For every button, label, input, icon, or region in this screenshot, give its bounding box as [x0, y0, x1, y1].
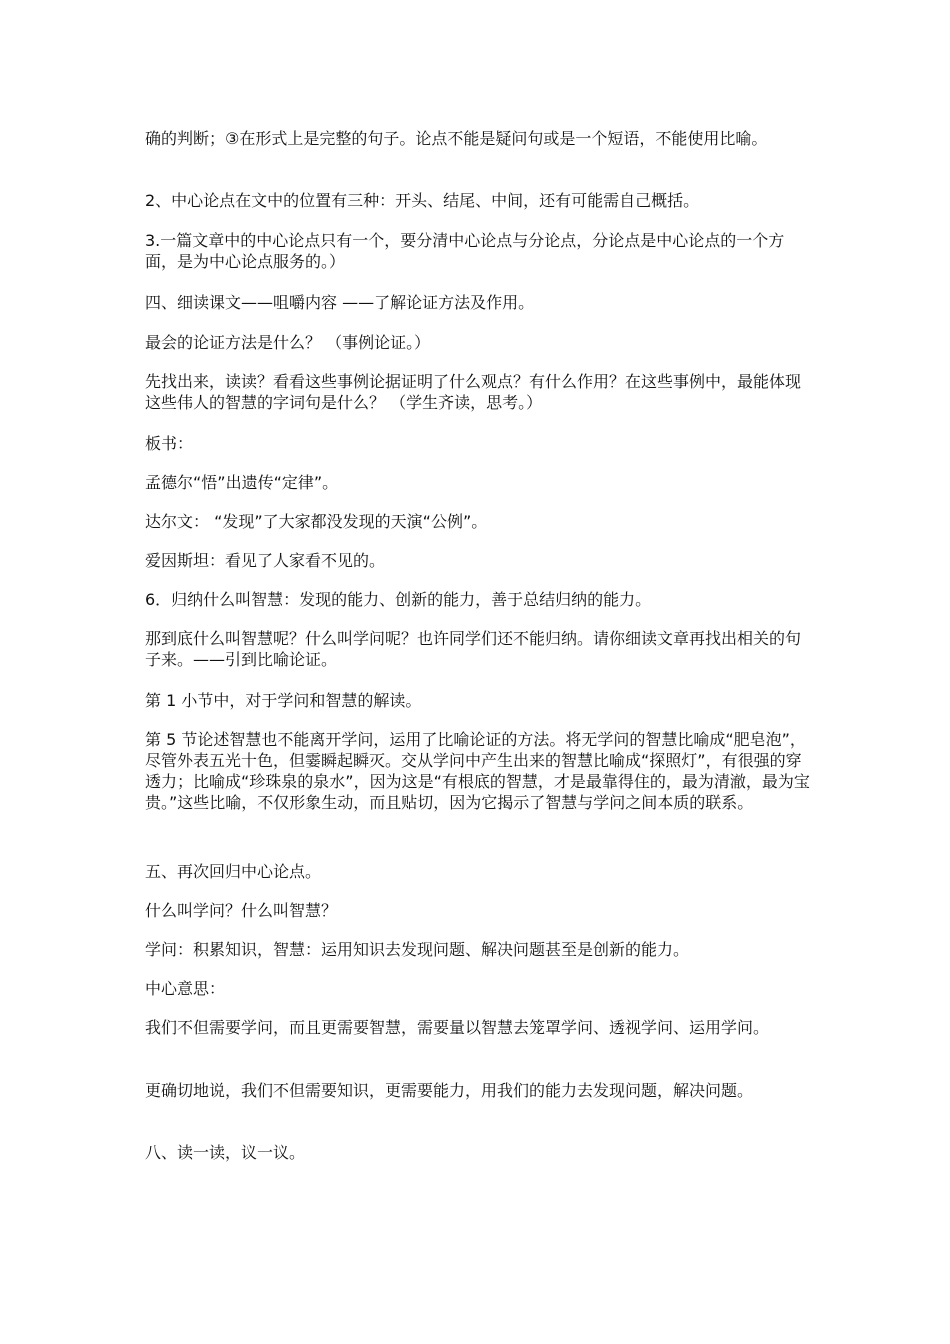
paragraph-18: 中心意思： [145, 979, 226, 998]
paragraph-7: 板书： [145, 434, 194, 453]
paragraph-13: 第 1 小节中，对于学问和智慧的解读。 [145, 691, 422, 710]
section-heading-4: 四、细读课文——咀嚼内容 ——了解论证方法及作用。 [145, 293, 535, 312]
paragraph-3: 3.一篇文章中的中心论点只有一个，要分清中心论点与分论点，分论点是中心论点的一个方面，是为中心论点服务的。） [145, 231, 785, 271]
paragraph-8: 孟德尔“悟”出遗传“定律”。 [145, 473, 339, 492]
paragraph-6: 先找出来，读读？看看这些事例论据证明了什么观点？有什么作用？在这些事例中，最能体现这些伟人的智慧的字词句是什么？ （学生齐读，思考。） [145, 372, 802, 412]
paragraph-12: 那到底什么叫智慧呢？什么叫学问呢？也许同学们还不能归纳。请你细读文章再找出相关的句子来。——引到比喻论证。 [145, 629, 802, 669]
paragraph-10: 爱因斯坦：看见了人家看不见的。 [145, 551, 386, 570]
paragraph-17: 学问：积累知识，智慧：运用知识去发现问题、解决问题甚至是创新的能力。 [145, 940, 690, 959]
paragraph-20: 更确切地说，我们不但需要知识，更需要能力，用我们的能力去发现问题，解决问题。 [145, 1081, 754, 1100]
section-heading-21: 八、读一读，议一议。 [145, 1143, 306, 1162]
section-heading-15: 五、再次回归中心论点。 [145, 862, 322, 881]
paragraph-9: 达尔文： “发现”了大家都没发现的天演“公例”。 [145, 512, 488, 531]
paragraph-2: 2、中心论点在文中的位置有三种：开头、结尾、中间，还有可能需自己概括。 [145, 191, 700, 210]
paragraph-11: 6．归纳什么叫智慧：发现的能力、创新的能力，善于总结归纳的能力。 [145, 590, 652, 609]
paragraph-14: 第 5 节论述智慧也不能离开学问，运用了比喻论证的方法。将无学问的智慧比喻成“肥皂泡”，尽管外表五光十色，但霎瞬起瞬灭。交从学问中产生出来的智慧比喻成“探照灯”，有很强的穿透力；比喻成“珍珠泉的泉水”，因为这是“有根底的智慧，才是最靠得住的，最为清澈，最为宝贵。”这些比喻，不仅形象生动，而且贴切，因为它揭示了智慧与学问之间本质的联系。 [145, 730, 810, 812]
paragraph-16: 什么叫学问？什么叫智慧？ [145, 901, 338, 920]
paragraph-5: 最会的论证方法是什么？ （事例论证。） [145, 333, 431, 352]
paragraph-1: 确的判断；③在形式上是完整的句子。论点不能是疑问句或是一个短语，不能使用比喻。 [145, 129, 768, 148]
paragraph-19: 我们不但需要学问，而且更需要智慧，需要量以智慧去笼罩学问、透视学问、运用学问。 [145, 1018, 770, 1037]
